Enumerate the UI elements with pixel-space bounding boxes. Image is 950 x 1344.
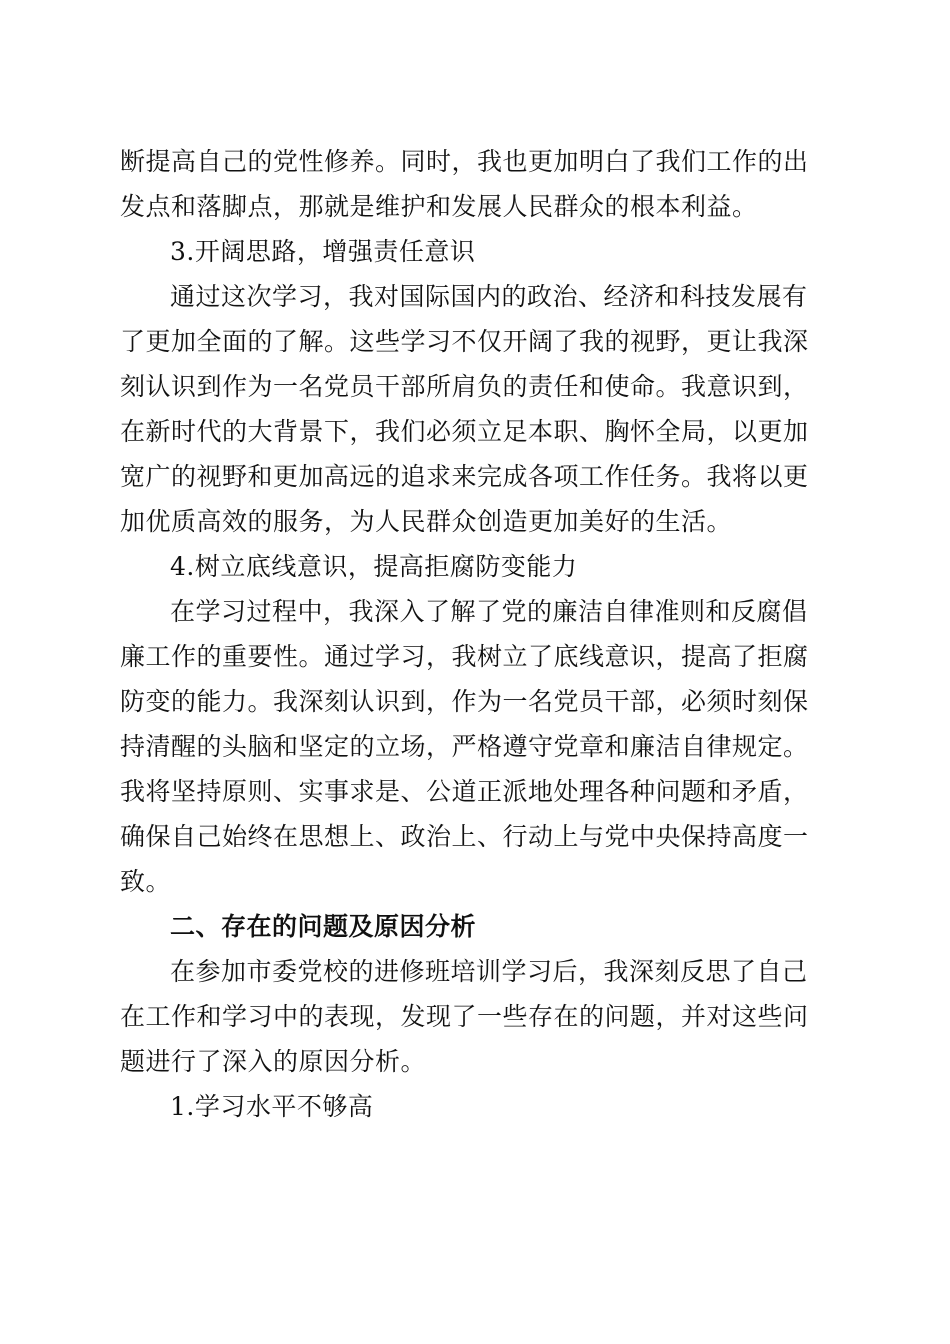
paragraph-line: 在学习过程中，我深入了解了党的廉洁自律准则和反腐倡 xyxy=(170,597,808,626)
paragraph-line: 宽广的视野和更加高远的追求来完成各项工作任务。我将以更 xyxy=(120,462,809,491)
paragraph-line: 廉工作的重要性。通过学习，我树立了底线意识，提高了拒腐 xyxy=(120,642,809,671)
paragraph-line: 防变的能力。我深刻认识到，作为一名党员干部，必须时刻保 xyxy=(120,687,809,716)
subheading-1: 1.学习水平不够高 xyxy=(170,1092,374,1121)
paragraph-line: 在参加市委党校的进修班培训学习后，我深刻反思了自己 xyxy=(170,957,808,986)
paragraph-line: 致。 xyxy=(120,867,172,896)
subheading-3: 3.开阔思路，增强责任意识 xyxy=(170,237,476,266)
paragraph-line: 加优质高效的服务，为人民群众创造更加美好的生活。 xyxy=(120,507,733,536)
paragraph-line: 题进行了深入的原因分析。 xyxy=(120,1047,427,1076)
paragraph-line: 在新时代的大背景下，我们必须立足本职、胸怀全局，以更加 xyxy=(120,417,809,446)
subheading-4: 4.树立底线意识，提高拒腐防变能力 xyxy=(170,552,578,581)
paragraph-line: 了更加全面的了解。这些学习不仅开阔了我的视野，更让我深 xyxy=(120,327,809,356)
paragraph-line: 确保自己始终在思想上、政治上、行动上与党中央保持高度一 xyxy=(120,822,809,851)
paragraph-line: 刻认识到作为一名党员干部所肩负的责任和使命。我意识到， xyxy=(120,372,809,401)
paragraph-line: 在工作和学习中的表现，发现了一些存在的问题，并对这些问 xyxy=(120,1002,809,1031)
paragraph-line: 通过这次学习，我对国际国内的政治、经济和科技发展有 xyxy=(170,282,808,311)
paragraph-line: 持清醒的头脑和坚定的立场，严格遵守党章和廉洁自律规定。 xyxy=(120,732,809,761)
section-heading-2: 二、存在的问题及原因分析 xyxy=(170,912,477,941)
paragraph-line: 我将坚持原则、实事求是、公道正派地处理各种问题和矛盾， xyxy=(120,777,809,806)
paragraph-line: 发点和落脚点，那就是维护和发展人民群众的根本利益。 xyxy=(120,192,758,221)
paragraph-line: 断提高自己的党性修养。同时，我也更加明白了我们工作的出 xyxy=(120,147,809,176)
